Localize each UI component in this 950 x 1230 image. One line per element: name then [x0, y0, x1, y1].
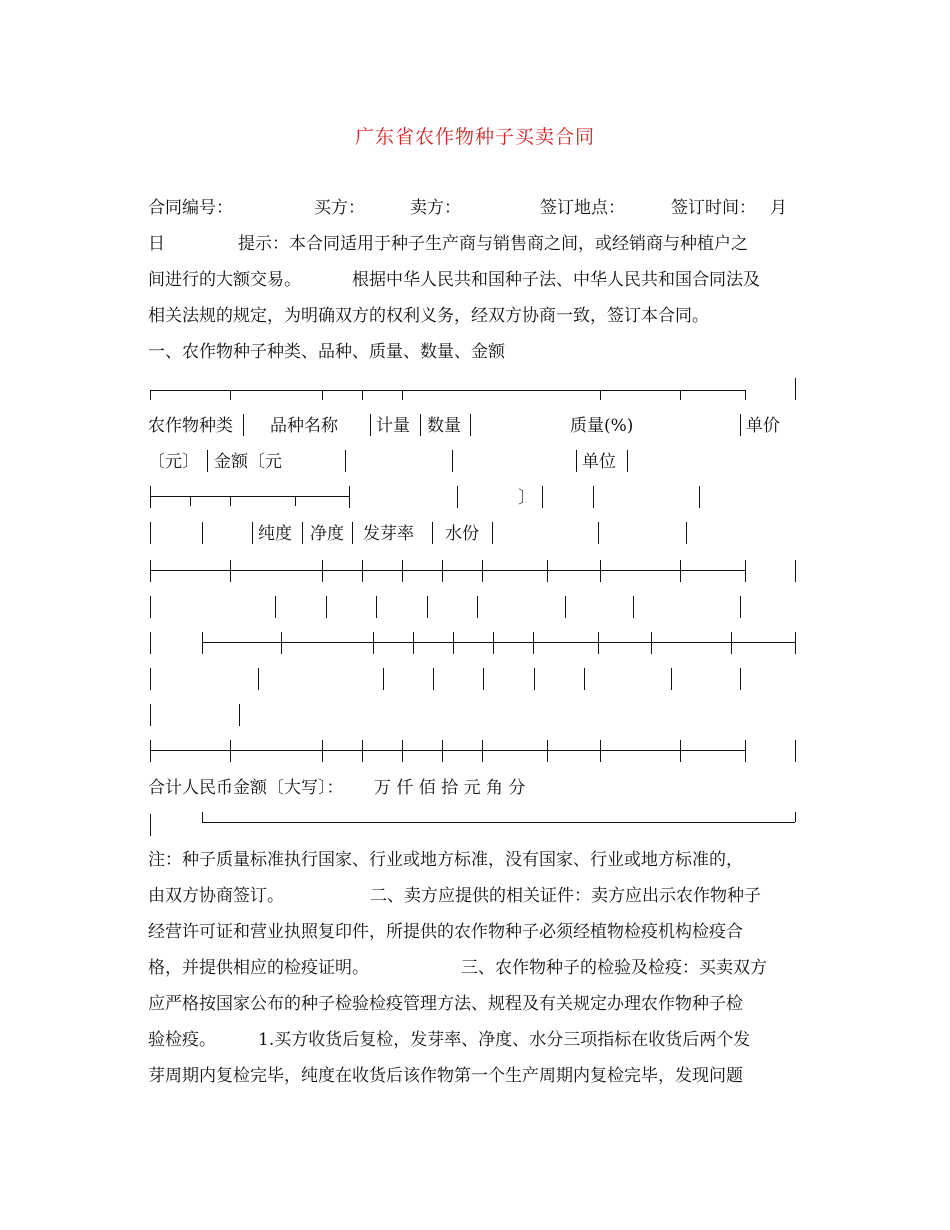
table-rule-2 — [150, 496, 349, 497]
col-divider — [349, 486, 350, 508]
col-divider — [413, 632, 414, 654]
col-divider — [699, 486, 700, 508]
col-divider — [362, 740, 363, 762]
col-divider — [402, 560, 403, 582]
col-divider — [150, 596, 151, 618]
col-divider — [345, 450, 346, 472]
col-amount: 金额〔元 — [214, 452, 282, 472]
tick — [795, 378, 796, 400]
col-divider — [671, 668, 672, 690]
body-text-2b: 二、卖方应提供的相关证件：卖方应出示农作物种子 — [370, 886, 761, 906]
body-text-4b: 三、农作物种子的检验及检疫：买卖双方 — [461, 958, 767, 978]
col-divider — [565, 596, 566, 618]
total-units: 万 仟 佰 拾 元 角 分 — [374, 778, 526, 798]
body-text-6b: 1.买方收货后复检，发芽率、净度、水分三项指标在收货后两个发 — [258, 1030, 751, 1050]
col-divider — [470, 414, 471, 436]
col-divider — [376, 596, 377, 618]
document-title: 广东省农作物种子买卖合同 — [354, 126, 595, 148]
tick — [322, 390, 323, 400]
col-divider — [452, 450, 453, 472]
col-divider — [584, 668, 585, 690]
section-1-text: 一、农作物种子种类、品种、质量、数量、金额 — [148, 342, 505, 362]
col-divider — [795, 560, 796, 582]
col-divider — [275, 596, 276, 618]
col-yuan: 〔元〕 — [148, 452, 199, 472]
body-line-7 — [148, 1066, 798, 1126]
place-label: 签订地点： — [540, 198, 625, 218]
col-moisture: 水份 — [445, 524, 479, 544]
col-divider — [207, 450, 208, 472]
col-divider — [239, 704, 240, 726]
tick — [600, 390, 601, 400]
col-divider — [680, 560, 681, 582]
col-quantity: 数量 — [427, 416, 461, 436]
table-rule-4 — [202, 642, 795, 643]
col-divider — [483, 668, 484, 690]
col-divider — [442, 560, 443, 582]
col-divider — [302, 522, 303, 544]
col-divider — [252, 522, 253, 544]
col-divider — [598, 632, 599, 654]
tick — [745, 390, 746, 400]
body-text-5: 应严格按国家公布的种子检验检疫管理方法、规程及有关规定办理农作物种子检 — [148, 994, 743, 1014]
col-divider — [633, 596, 634, 618]
col-divider — [627, 450, 628, 472]
col-divider — [600, 560, 601, 582]
table-quality-row — [148, 524, 798, 644]
col-divider — [150, 668, 151, 690]
col-crop-type: 农作物种类 — [148, 416, 233, 436]
col-divider — [150, 814, 151, 836]
col-divider — [740, 596, 741, 618]
col-divider — [281, 632, 282, 654]
col-divider — [482, 740, 483, 762]
col-divider — [534, 668, 535, 690]
day-label: 日 — [148, 234, 165, 254]
table-rule-1 — [150, 390, 745, 391]
tick — [230, 390, 231, 400]
col-divider — [731, 632, 732, 654]
body-text-4a: 格，并提供相应的检疫证明。 — [148, 958, 369, 978]
close-paren: 〕 — [518, 488, 535, 508]
col-divider — [202, 522, 203, 544]
tick — [190, 496, 191, 506]
col-divider — [593, 486, 594, 508]
section-1-heading — [148, 342, 798, 402]
body-text-2a: 由双方协商签订。 — [148, 886, 284, 906]
tick — [202, 812, 203, 822]
intro-text-2a: 间进行的大额交易。 — [148, 270, 301, 290]
table-rule-5 — [150, 750, 745, 751]
table-rule-3 — [150, 570, 745, 571]
col-divider — [370, 414, 371, 436]
col-divider — [795, 740, 796, 762]
intro-text-3: 相关法规的规定，为明确双方的权利义务，经双方协商一致，签订本合同。 — [148, 306, 709, 326]
col-divider — [362, 560, 363, 582]
col-divider — [150, 632, 151, 654]
col-divider — [492, 522, 493, 544]
contract-no-label: 合同编号： — [148, 198, 233, 218]
tick — [362, 390, 363, 400]
tick — [680, 390, 681, 400]
col-divider — [383, 668, 384, 690]
col-clarity: 净度 — [310, 524, 344, 544]
intro-text-2b: 根据中华人民共和国种子法、中华人民共和国合同法及 — [352, 270, 760, 290]
total-label: 合计人民币金额〔大写〕： — [148, 778, 344, 798]
body-text-6a: 验检疫。 — [148, 1030, 216, 1050]
seller-label: 卖方： — [410, 198, 461, 218]
col-divider — [150, 704, 151, 726]
col-divider — [547, 560, 548, 582]
col-divider — [322, 740, 323, 762]
col-divider — [745, 740, 746, 762]
col-divider — [373, 632, 374, 654]
col-divider — [600, 740, 601, 762]
col-divider — [258, 668, 259, 690]
col-divider — [482, 560, 483, 582]
col-divider — [453, 632, 454, 654]
col-divider — [740, 414, 741, 436]
col-divider — [322, 560, 323, 582]
total-row — [148, 778, 798, 858]
col-divider — [745, 560, 746, 582]
col-divider — [427, 596, 428, 618]
tick — [230, 496, 231, 506]
col-divider — [150, 486, 151, 508]
tick — [402, 390, 403, 400]
col-divider — [202, 632, 203, 654]
col-divider — [457, 486, 458, 508]
col-divider — [402, 740, 403, 762]
tick — [295, 496, 296, 506]
col-divider — [433, 668, 434, 690]
col-divider — [651, 632, 652, 654]
table-bottom-rule — [202, 822, 795, 823]
tick — [150, 390, 151, 400]
intro-text-1: 提示：本合同适用于种子生产商与销售商之间，或经销商与种植户之 — [238, 234, 748, 254]
col-divider — [150, 522, 151, 544]
body-text-7: 芽周期内复检完毕，纯度在收货后该作物第一个生产周期内复检完毕，发现问题 — [148, 1066, 743, 1086]
col-unit: 计量 — [376, 416, 410, 436]
col-quality: 质量(%) — [570, 416, 634, 436]
body-text-3: 经营许可证和营业执照复印件，所提供的农作物种子必须经植物检疫机构检疫合 — [148, 922, 743, 942]
col-divider — [352, 522, 353, 544]
col-divider — [432, 522, 433, 544]
col-divider — [420, 414, 421, 436]
col-unit-price: 单价 — [746, 416, 780, 436]
col-divider — [795, 632, 796, 654]
col-divider — [326, 596, 327, 618]
col-divider — [230, 560, 231, 582]
month-label: 月 — [770, 198, 787, 218]
time-label: 签订时间： — [671, 198, 756, 218]
col-divider — [686, 522, 687, 544]
col-divider — [576, 450, 577, 472]
col-variety: 品种名称 — [270, 416, 338, 436]
col-divider — [150, 560, 151, 582]
col-divider — [243, 414, 244, 436]
col-divider — [740, 668, 741, 690]
buyer-label: 买方： — [314, 198, 365, 218]
col-purity: 纯度 — [258, 524, 292, 544]
col-divider — [680, 740, 681, 762]
col-unit-2: 单位 — [582, 452, 616, 472]
col-germination: 发芽率 — [363, 524, 414, 544]
col-divider — [493, 632, 494, 654]
col-divider — [533, 632, 534, 654]
col-divider — [477, 596, 478, 618]
col-divider — [230, 740, 231, 762]
tick — [795, 812, 796, 822]
col-divider — [442, 740, 443, 762]
col-divider — [150, 740, 151, 762]
body-text-1: 注：种子质量标准执行国家、行业或地方标准，没有国家、行业或地方标准的， — [148, 850, 743, 870]
col-divider — [547, 740, 548, 762]
col-divider — [598, 522, 599, 544]
col-divider — [542, 486, 543, 508]
